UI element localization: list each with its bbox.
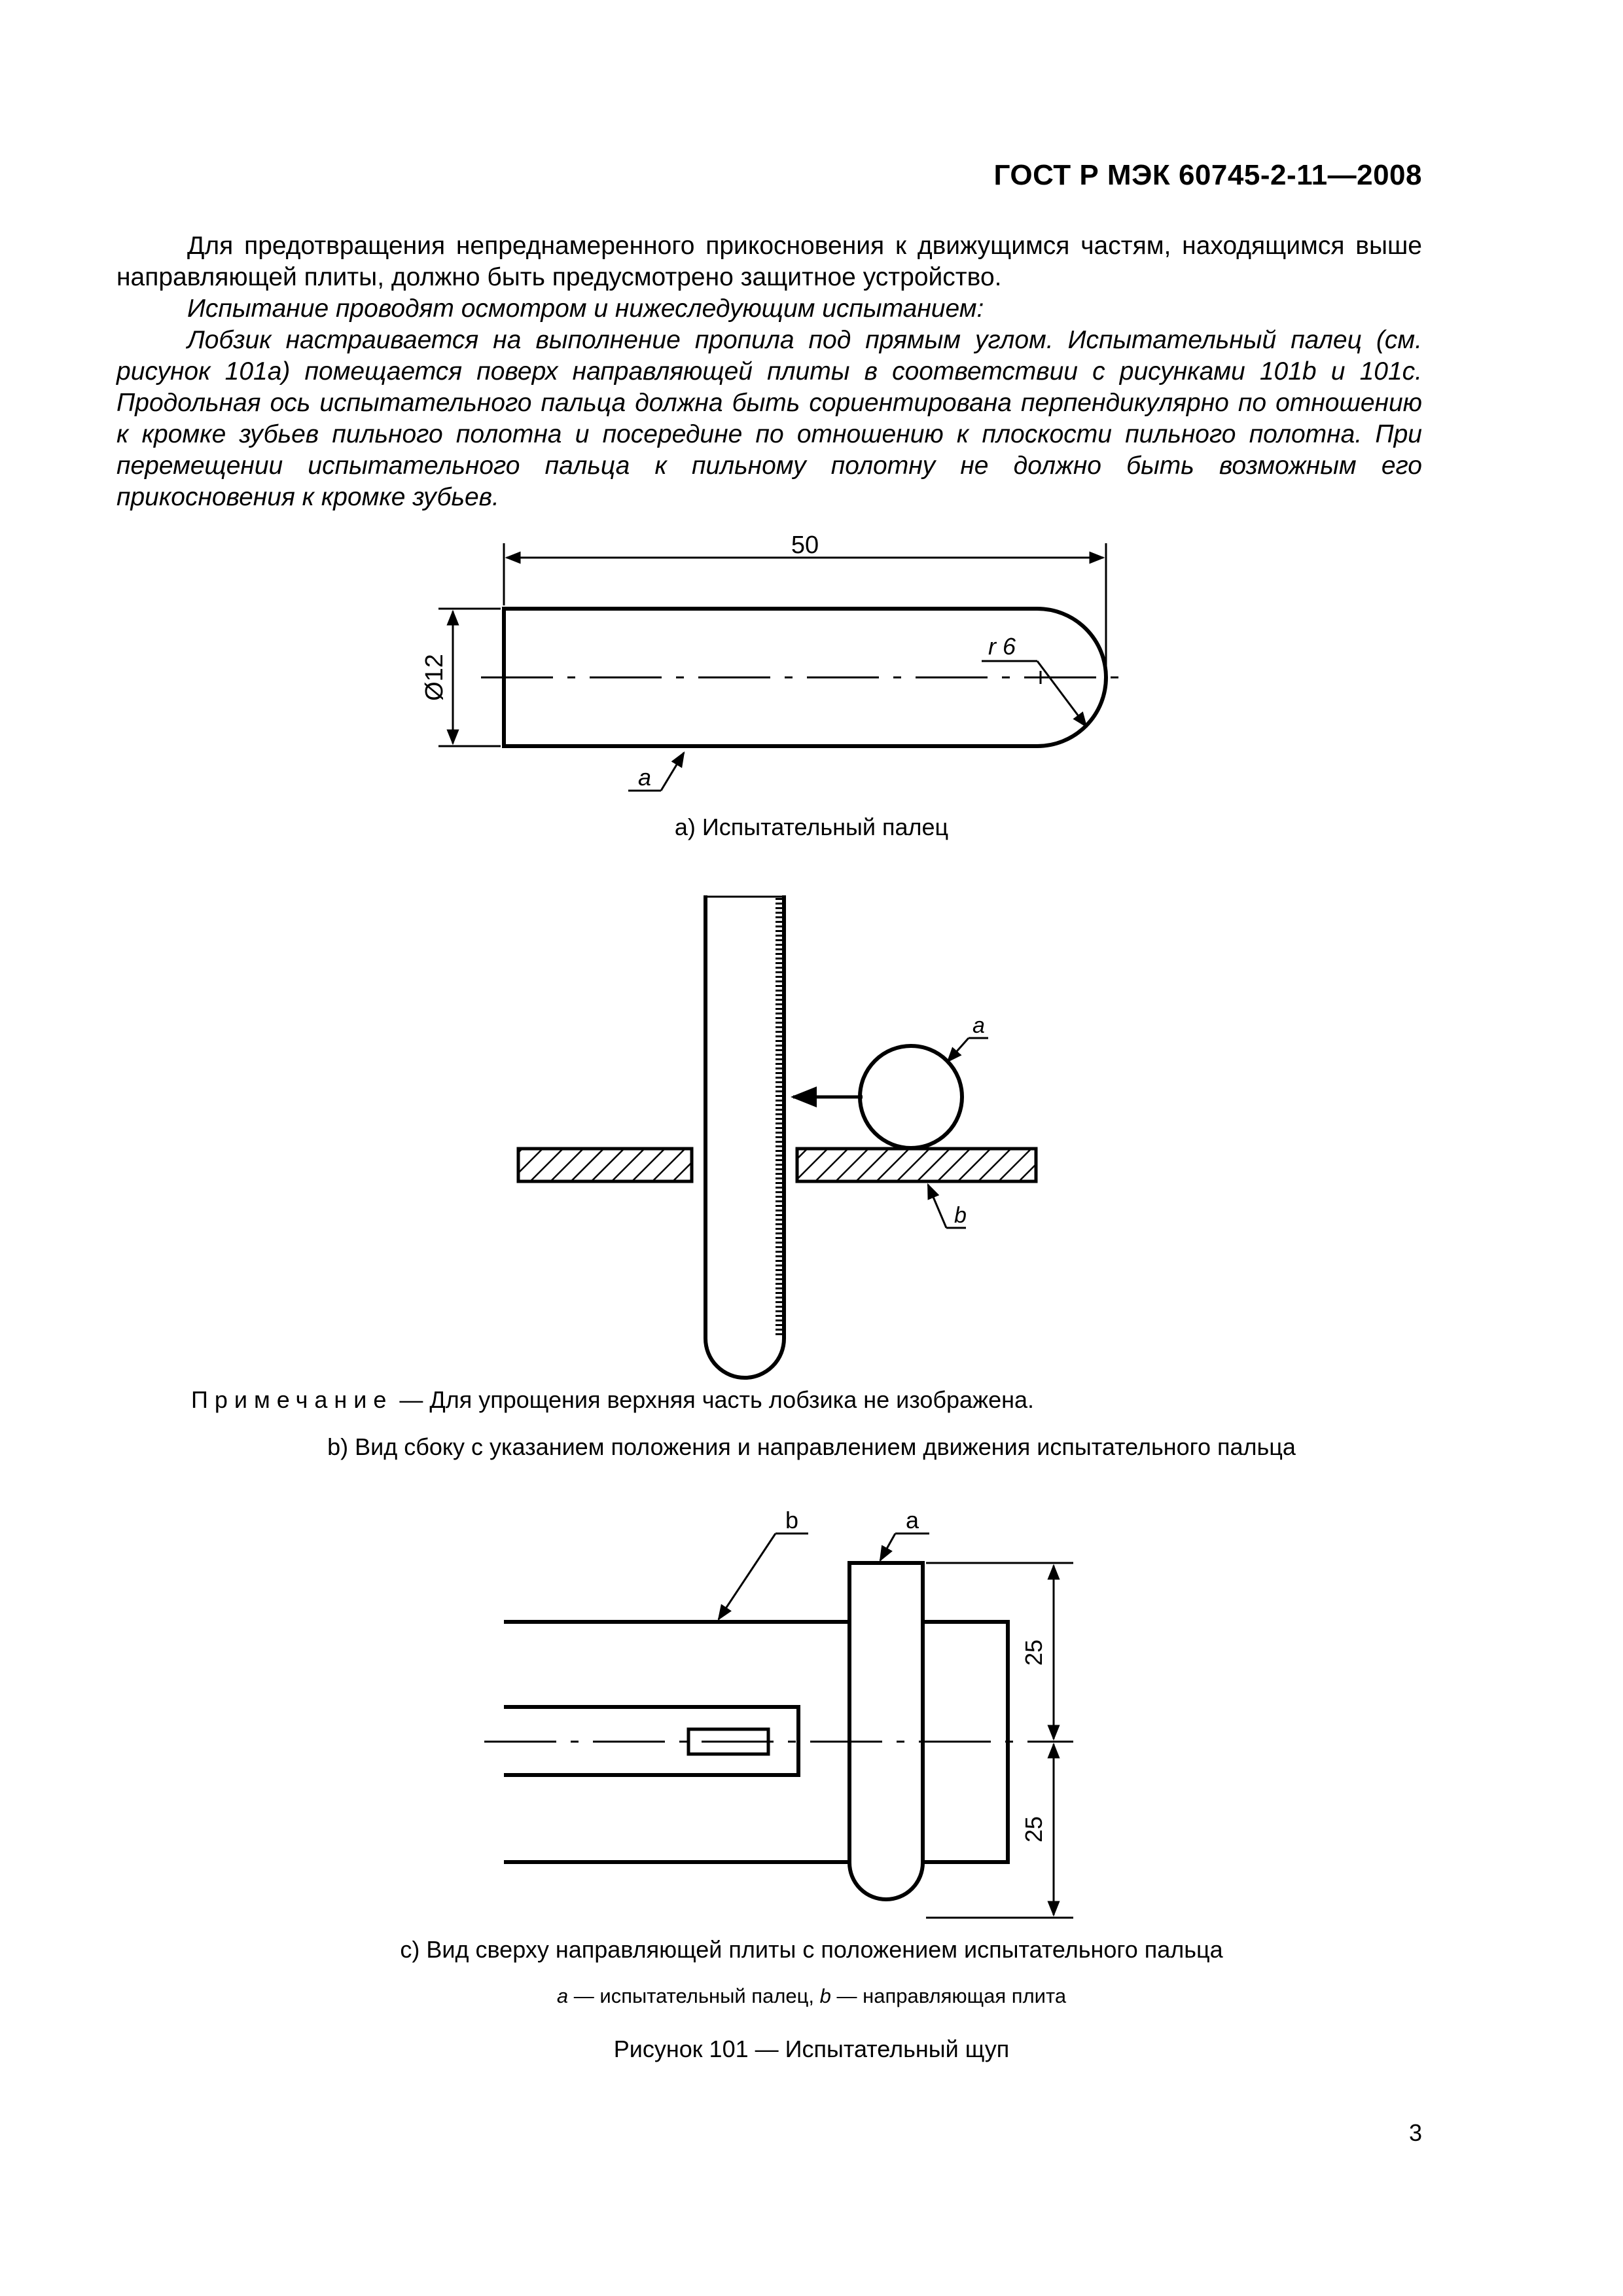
- figure-legend: [0, 1984, 1623, 2008]
- page-number: 3: [1408, 2119, 1422, 2146]
- callout-a-leader: [948, 1038, 969, 1062]
- figure-c-caption: с) Вид сверху направляющей плиты с положением испытательного пальца: [400, 1936, 1223, 1963]
- callout-b-label: b: [785, 1507, 799, 1534]
- legend-text-b: — направляющая плита: [830, 1984, 1067, 2007]
- figure-b-caption: b) Вид сбоку с указанием положения и направлением движения испытательного пальца: [327, 1433, 1296, 1460]
- radius-label: r 6: [988, 633, 1016, 660]
- figure-c-top-view: [484, 1507, 1073, 1918]
- legend-key-a: a: [556, 1984, 569, 2007]
- figure-title: Рисунок 101 — Испытательный щуп: [613, 2036, 1010, 2062]
- saw-blade: [705, 895, 784, 1378]
- callout-a-label: a: [906, 1507, 919, 1534]
- legend-text-a: — испытательный палец,: [568, 1984, 820, 2007]
- radius-leader-line: [1037, 661, 1086, 726]
- callout-a-label: a: [638, 764, 652, 791]
- standard-header: ГОСТ Р МЭК 60745-2-11—2008: [993, 159, 1422, 191]
- paragraph-test-method: Испытание проводят осмотром и нижеследующим испытанием:: [187, 295, 984, 323]
- note-text: — Для упрощения верхняя часть лобзика не изображена.: [393, 1386, 1035, 1413]
- note-label: Примечание: [191, 1386, 393, 1413]
- callout-b-leader: [928, 1185, 946, 1228]
- callout-b-label: b: [954, 1203, 967, 1228]
- callout-b-leader: [719, 1534, 776, 1619]
- figure-a-test-finger: [421, 531, 1119, 791]
- guide-plate-right: [797, 1149, 1036, 1181]
- guide-plate-left: [518, 1149, 692, 1181]
- dimension-upper-label: 25: [1020, 1639, 1047, 1666]
- test-finger-end-view: [860, 1046, 962, 1148]
- dimension-lower-label: 25: [1020, 1816, 1047, 1843]
- callout-a-leader: [661, 753, 684, 791]
- paragraph-test-procedure: Лобзик настраивается на выполнение пропила под прямым углом. Испытательный палец (см. рисунок 101а) помещается поверх направляющей плиты в соответствии с рисунками 101b и 101c. Продольная ось испытательного пальца должна быть сориентирована перпендикулярно по отношению к кромке зубьев пильного полотна и посередине по отношению к плоскости пильного полотна. При перемещении испытательного пальца к пильному полотну не должно быть возможным его прикосновения к кромке зубьев.: [116, 326, 1422, 511]
- callout-a-label: a: [972, 1013, 985, 1038]
- callout-a-leader: [880, 1534, 895, 1560]
- figure-a-caption: а) Испытательный палец: [674, 814, 949, 840]
- diameter-dimension-label: Ø12: [421, 654, 448, 701]
- figure-b-side-view: [518, 895, 1036, 1378]
- paragraph-protection: Для предотвращения непреднамеренного прикосновения к движущимся частям, находящимся выше направляющей плиты, должно быть предусмотрено защитное устройство.: [116, 232, 1422, 291]
- figure-b-note: [191, 1386, 1034, 1414]
- test-finger-top: [849, 1563, 923, 1899]
- length-dimension-label: 50: [791, 531, 819, 559]
- legend-key-b: b: [819, 1984, 831, 2007]
